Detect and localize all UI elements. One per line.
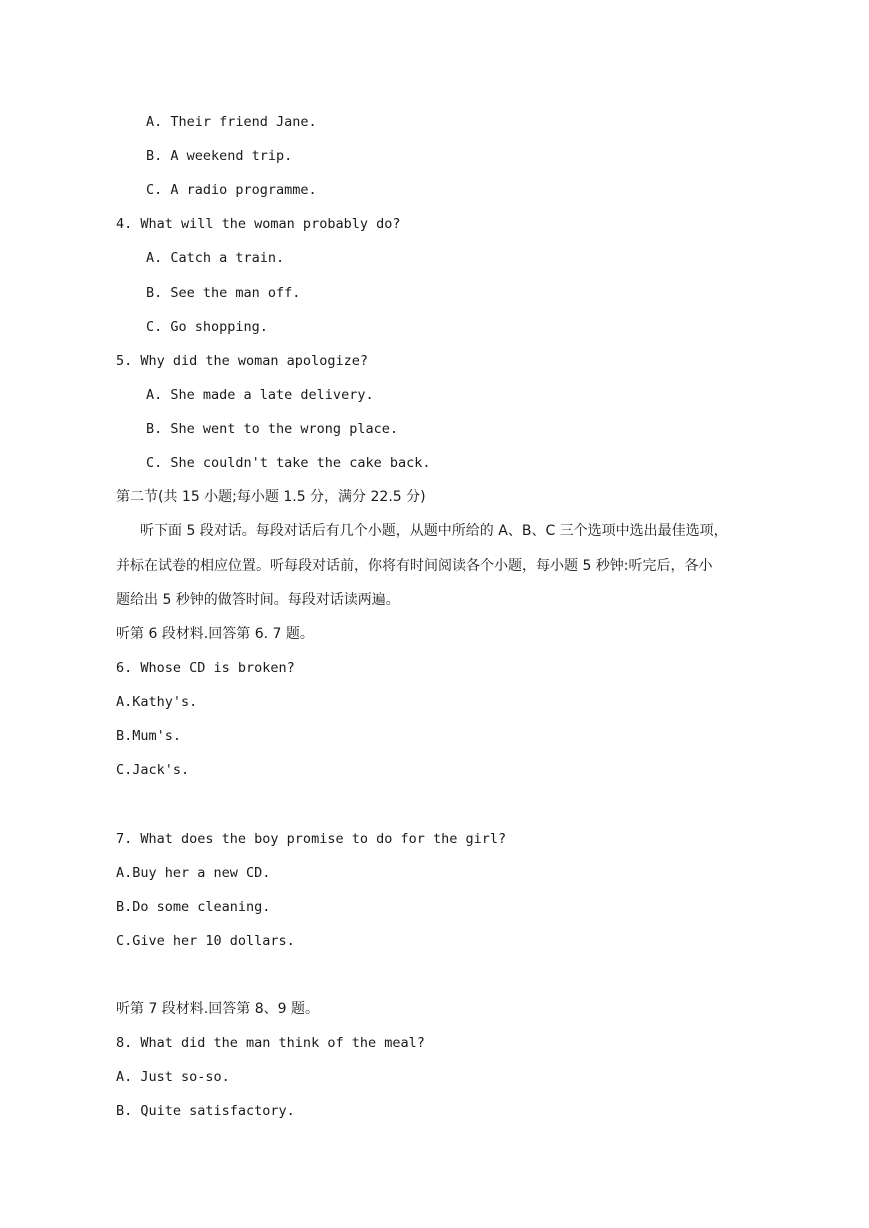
q6-option-a: A.Kathy's.	[116, 694, 198, 710]
section2-instructions-line-1: 听下面 5 段对话。每段对话后有几个小题，从题中所给的 A、B、C 三个选项中选出最佳选项，	[140, 523, 728, 539]
q3-option-a: A. Their friend Jane.	[146, 114, 317, 130]
q7-question: 7. What does the boy promise to do for the girl?	[116, 831, 507, 847]
q6-question: 6. Whose CD is broken?	[116, 660, 295, 676]
q7-option-a: A.Buy her a new CD.	[116, 865, 271, 881]
q5-option-a: A. She made a late delivery.	[146, 387, 374, 403]
passage6-intro: 听第 6 段材料.回答第 6. 7 题。	[116, 626, 314, 642]
q5-option-b: B. She went to the wrong place.	[146, 421, 398, 437]
q5-question: 5. Why did the woman apologize?	[116, 353, 368, 369]
q7-option-b: B.Do some cleaning.	[116, 899, 271, 915]
q6-option-b: B.Mum's.	[116, 728, 182, 744]
q6-option-c: C.Jack's.	[116, 762, 190, 778]
q4-option-c: C. Go shopping.	[146, 319, 268, 335]
q4-question: 4. What will the woman probably do?	[116, 216, 401, 232]
q8-option-a: A. Just so-so.	[116, 1069, 230, 1085]
q4-option-a: A. Catch a train.	[146, 250, 285, 266]
q7-option-c: C.Give her 10 dollars.	[116, 933, 295, 949]
passage7-intro: 听第 7 段材料.回答第 8、9 题。	[116, 1001, 319, 1017]
q3-option-b: B. A weekend trip.	[146, 148, 293, 164]
q5-option-c: C. She couldn't take the cake back.	[146, 455, 431, 471]
section2-instructions-line-2: 并标在试卷的相应位置。听每段对话前，你将有时间阅读各个小题，每小题 5 秒钟:听完后，各小	[116, 558, 713, 574]
q8-option-b: B. Quite satisfactory.	[116, 1103, 295, 1119]
q4-option-b: B. See the man off.	[146, 285, 301, 301]
section2-instructions-line-3: 题给出 5 秒钟的做答时间。每段对话读两遍。	[116, 592, 400, 608]
q3-option-c: C. A radio programme.	[146, 182, 317, 198]
q8-question: 8. What did the man think of the meal?	[116, 1035, 425, 1051]
section2-heading: 第二节(共 15 小题;每小题 1.5 分，满分 22.5 分)	[116, 489, 426, 505]
